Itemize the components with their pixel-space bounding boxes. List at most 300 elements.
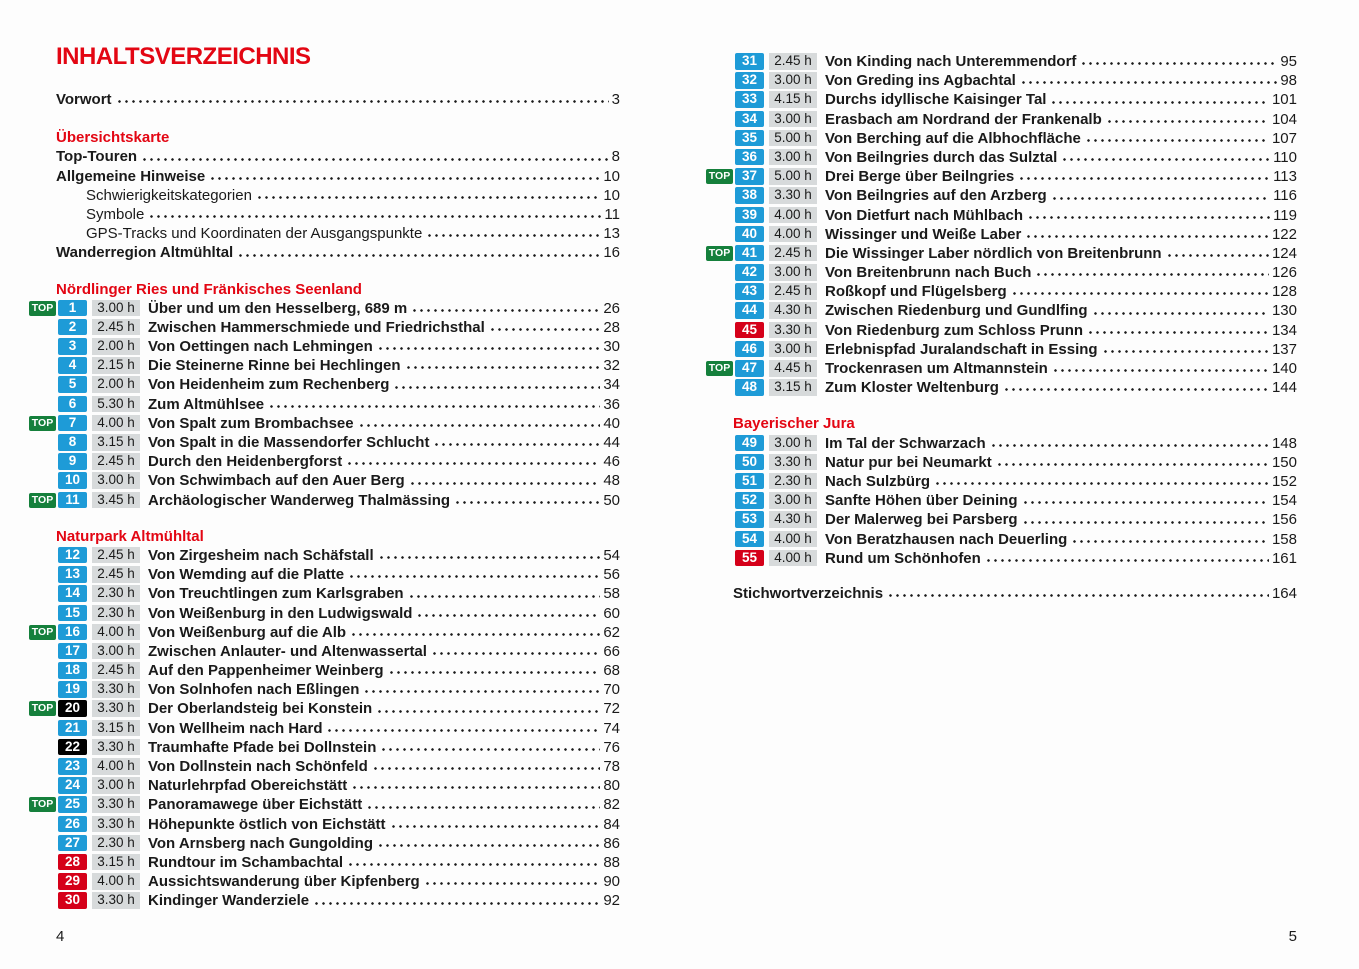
top-badge-empty	[29, 663, 56, 678]
tour-page-number: 137	[1271, 340, 1297, 358]
tour-duration: 3.30 h	[92, 816, 140, 833]
tour-number-badge: 49	[735, 435, 764, 452]
tour-row	[29, 375, 620, 394]
tour-title: Zum Altmühlsee	[148, 395, 265, 413]
tour-duration: 4.00 h	[92, 415, 140, 432]
top-badge-empty	[706, 284, 733, 299]
top-badge-empty	[29, 358, 56, 373]
dot-leader	[1106, 118, 1269, 125]
toc-entry	[29, 243, 620, 262]
entry-page-number: 10	[603, 167, 620, 185]
top-badge: TOP	[29, 625, 56, 640]
tour-number-badge: 44	[735, 302, 764, 319]
dot-leader	[1080, 60, 1277, 67]
tour-row	[706, 186, 1297, 205]
left-page-number: 4	[56, 928, 65, 945]
tour-duration: 3.30 h	[92, 681, 140, 698]
tour-row	[706, 378, 1297, 397]
entry-label: Symbole	[86, 205, 145, 223]
tour-title: Von Kinding nach Unteremmendorf	[825, 53, 1077, 70]
tour-title: Durch den Heidenbergforst	[148, 453, 343, 471]
tour-duration: 3.45 h	[92, 492, 140, 509]
top-badge-empty	[706, 131, 733, 146]
tour-title: Kindinger Wanderziele	[148, 892, 310, 910]
tour-row	[706, 148, 1297, 167]
tour-duration: 3.00 h	[92, 643, 140, 660]
tour-title: Von Berching auf die Albhochfläche	[825, 129, 1081, 147]
top-badge-empty	[706, 54, 733, 69]
tour-number-badge: 24	[58, 777, 87, 794]
tour-title: Naturlehrpfad Obereichstätt	[148, 777, 348, 795]
tour-page-number: 148	[1271, 434, 1297, 452]
dot-leader	[116, 98, 609, 105]
tour-title: Der Oberlandsteig bei Konstein	[148, 700, 373, 718]
tour-number-badge: 45	[735, 322, 764, 339]
tour-duration: 3.00 h	[769, 149, 817, 166]
tour-title: Von Heidenheim zum Rechenberg	[148, 376, 390, 394]
top-badge-empty	[706, 188, 733, 203]
tour-page-number: 122	[1271, 225, 1297, 243]
dot-leader	[366, 804, 600, 811]
tour-title: Von Arnsberg nach Gungolding	[148, 834, 373, 852]
tour-title: Die Steinerne Rinne bei Hechlingen	[148, 357, 401, 375]
dot-leader	[1050, 99, 1269, 106]
tour-row	[29, 604, 620, 623]
tour-page-number: 76	[603, 738, 620, 756]
top-badge: TOP	[706, 246, 733, 261]
top-badge-empty	[706, 551, 733, 566]
tour-duration: 2.00 h	[92, 338, 140, 355]
top-badge-empty	[29, 778, 56, 793]
tour-number-badge: 43	[735, 283, 764, 300]
tour-page-number: 66	[603, 642, 620, 660]
tour-page-number: 62	[603, 623, 620, 641]
tour-title: Von Schwimbach auf den Auer Berg	[148, 472, 405, 490]
tour-title: Durchs idyllische Kaisinger Tal	[825, 91, 1047, 109]
dot-leader	[1020, 79, 1277, 86]
tour-duration: 3.30 h	[769, 322, 817, 339]
dot-leader	[380, 746, 600, 753]
tour-number-badge: 52	[735, 492, 764, 509]
top-badge-empty	[29, 473, 56, 488]
entry-page-number: 13	[603, 225, 620, 243]
top-badge-empty	[29, 339, 56, 354]
tour-row	[29, 738, 620, 757]
tour-duration: 4.00 h	[769, 207, 817, 224]
entry-page-number: 10	[603, 186, 620, 204]
tour-number-badge: 39	[735, 207, 764, 224]
top-badge: TOP	[29, 493, 56, 508]
dot-leader	[1071, 538, 1269, 545]
tour-duration: 4.00 h	[769, 531, 817, 548]
dot-leader	[1022, 519, 1269, 526]
tour-page-number: 161	[1271, 549, 1297, 567]
tour-number-badge: 21	[58, 720, 87, 737]
tour-row	[706, 321, 1297, 340]
tour-page-number: 28	[603, 318, 620, 336]
tour-number-badge: 47	[735, 360, 764, 377]
top-badge-empty	[29, 740, 56, 755]
tour-number-badge: 36	[735, 149, 764, 166]
tour-number-badge: 6	[58, 396, 87, 413]
tour-page-number: 72	[603, 700, 620, 718]
tour-title: Zwischen Riedenburg und Gundlfing	[825, 302, 1088, 320]
left-page-blocks	[29, 90, 620, 911]
tour-title: Natur pur bei Neumarkt	[825, 453, 992, 471]
entry-label: Wanderregion Altmühltal	[56, 244, 234, 262]
tour-page-number: 156	[1271, 511, 1297, 529]
top-badge-empty	[706, 112, 733, 127]
tour-title: Von Spalt in die Massendorfer Schlucht	[148, 434, 430, 451]
tour-duration: 3.00 h	[769, 111, 817, 128]
tour-duration: 4.30 h	[769, 302, 817, 319]
top-badge-empty	[29, 644, 56, 659]
tour-page-number: 124	[1271, 244, 1297, 262]
entry-page-number: 164	[1271, 584, 1297, 602]
tour-row	[29, 661, 620, 680]
entry-label: Top-Touren	[56, 148, 138, 166]
tour-title: Im Tal der Schwarzach	[825, 434, 986, 452]
tour-number-badge: 16	[58, 624, 87, 641]
top-badge-empty	[706, 265, 733, 280]
tour-row	[706, 530, 1297, 549]
tour-title: Von Solnhofen nach Eßlingen	[148, 681, 360, 699]
tour-row	[706, 434, 1297, 453]
top-badge-empty	[706, 227, 733, 242]
tour-row	[706, 225, 1297, 244]
tour-row	[29, 452, 620, 471]
tour-duration: 4.00 h	[92, 624, 140, 641]
tour-number-badge: 12	[58, 547, 87, 564]
entry-page-number: 11	[604, 205, 620, 223]
tour-number-badge: 42	[735, 264, 764, 281]
tour-number-badge: 8	[58, 434, 87, 451]
tour-duration: 3.30 h	[769, 454, 817, 471]
tour-number-badge: 7	[58, 415, 87, 432]
toc-entry	[706, 584, 1297, 603]
tour-row	[29, 757, 620, 776]
tour-title: Erasbach am Nordrand der Frankenalb	[825, 110, 1102, 128]
top-badge: TOP	[706, 169, 733, 184]
tour-page-number: 107	[1271, 129, 1297, 147]
top-badge: TOP	[29, 416, 56, 431]
toc-block	[706, 584, 1297, 603]
tour-row	[29, 471, 620, 490]
dot-leader	[209, 175, 600, 182]
tour-row	[29, 776, 620, 795]
tour-title: Der Malerweg bei Parsberg	[825, 511, 1018, 529]
tour-page-number: 54	[603, 546, 620, 564]
top-badge-empty	[29, 721, 56, 736]
dot-leader	[1011, 290, 1269, 297]
tour-duration: 5.30 h	[92, 396, 140, 413]
tour-page-number: 26	[603, 299, 620, 317]
top-badge-empty	[29, 817, 56, 832]
tour-page-number: 101	[1271, 91, 1297, 109]
tour-title: Zum Kloster Weltenburg	[825, 379, 999, 397]
top-badge-empty	[706, 150, 733, 165]
tour-duration: 5.00 h	[769, 168, 817, 185]
tour-row	[29, 795, 620, 814]
tour-title: Von Weißenburg auf die Alb	[148, 623, 347, 641]
top-badge-empty	[29, 759, 56, 774]
dot-leader	[377, 345, 601, 352]
tour-number-badge: 50	[735, 454, 764, 471]
tour-title: Von Beilngries auf den Arzberg	[825, 187, 1047, 205]
tour-title: Von Wellheim nach Hard	[148, 719, 323, 737]
top-badge-empty	[29, 586, 56, 601]
top-badge-empty	[29, 874, 56, 889]
tour-number-badge: 35	[735, 130, 764, 147]
toc-left-page	[29, 0, 620, 911]
dot-leader	[1018, 175, 1270, 182]
dot-leader	[390, 823, 601, 830]
tour-row	[29, 872, 620, 891]
top-badge-empty	[706, 303, 733, 318]
tour-number-badge: 38	[735, 187, 764, 204]
tour-duration: 3.15 h	[769, 379, 817, 396]
dot-leader	[1027, 214, 1270, 221]
tour-row	[706, 453, 1297, 472]
tour-page-number: 130	[1271, 302, 1297, 320]
dot-leader	[350, 631, 600, 638]
tour-number-badge: 29	[58, 873, 87, 890]
tour-row	[706, 510, 1297, 529]
dot-leader	[1166, 252, 1269, 259]
dot-leader	[377, 842, 600, 849]
tour-duration: 2.00 h	[92, 376, 140, 393]
tour-title: Archäologischer Wanderweg Thalmässing	[148, 491, 451, 509]
top-badge-empty	[29, 893, 56, 908]
toc-block	[29, 128, 620, 262]
tour-title: Von Breitenbrunn nach Buch	[825, 264, 1032, 282]
tour-page-number: 90	[603, 873, 620, 891]
tour-page-number: 92	[603, 892, 620, 910]
tour-row	[29, 719, 620, 738]
tour-number-badge: 48	[735, 379, 764, 396]
tour-row	[706, 263, 1297, 282]
dot-leader	[1085, 137, 1269, 144]
tour-duration: 2.45 h	[92, 662, 140, 679]
top-badge-empty	[29, 567, 56, 582]
tour-title: Von Oettingen nach Lehmingen	[148, 338, 373, 356]
tour-duration: 4.00 h	[92, 873, 140, 890]
tour-page-number: 110	[1273, 148, 1297, 166]
tour-title: Zwischen Anlauter- und Altenwassertal	[148, 642, 427, 660]
tour-row	[29, 491, 620, 510]
entry-page-number: 3	[611, 91, 620, 108]
tour-number-badge: 31	[735, 53, 764, 70]
tour-number-badge: 55	[735, 550, 764, 567]
top-badge-empty	[706, 455, 733, 470]
page-title: INHALTSVERZEICHNIS	[56, 43, 311, 70]
tour-duration: 3.15 h	[92, 854, 140, 871]
top-badge-empty	[706, 436, 733, 451]
tour-page-number: 80	[603, 777, 620, 795]
tour-number-badge: 14	[58, 585, 87, 602]
tour-number-badge: 1	[58, 300, 87, 317]
tour-number-badge: 32	[735, 72, 764, 89]
tour-number-badge: 25	[58, 796, 87, 813]
tour-duration: 2.45 h	[769, 283, 817, 300]
tour-title: Roßkopf und Flügelsberg	[825, 283, 1007, 301]
tour-duration: 2.45 h	[769, 245, 817, 262]
tour-row	[29, 891, 620, 910]
top-badge-empty	[706, 208, 733, 223]
dot-leader	[454, 499, 600, 506]
tour-row	[29, 337, 620, 356]
tour-page-number: 134	[1271, 321, 1297, 339]
dot-leader	[256, 194, 600, 201]
tour-title: Nach Sulzbürg	[825, 472, 931, 490]
dot-leader	[990, 442, 1269, 449]
tour-title: Panoramawege über Eichstätt	[148, 796, 363, 814]
right-page-blocks	[706, 52, 1297, 603]
tour-row	[706, 167, 1297, 186]
tour-page-number: 46	[603, 453, 620, 471]
tour-row	[29, 414, 620, 433]
tour-duration: 2.45 h	[769, 53, 817, 70]
tour-number-badge: 27	[58, 835, 87, 852]
tour-duration: 3.15 h	[92, 434, 140, 451]
tour-row	[706, 301, 1297, 320]
dot-leader	[326, 727, 600, 734]
dot-leader	[489, 326, 601, 333]
dot-leader	[426, 232, 600, 239]
dot-leader	[313, 900, 600, 907]
tour-title: Wissinger und Weiße Laber	[825, 225, 1022, 243]
tour-title: Höhepunkte östlich von Eichstätt	[148, 815, 386, 833]
top-badge: TOP	[706, 361, 733, 376]
dot-leader	[408, 593, 601, 600]
tour-title: Drei Berge über Beilngries	[825, 168, 1015, 186]
entry-label: Allgemeine Hinweise	[56, 167, 206, 185]
tour-number-badge: 17	[58, 643, 87, 660]
tour-page-number: 128	[1271, 283, 1297, 301]
tour-number-badge: 26	[58, 816, 87, 833]
dot-leader	[237, 252, 600, 259]
toc-entry	[29, 205, 620, 224]
tour-page-number: 154	[1271, 492, 1297, 510]
top-badge-empty	[706, 73, 733, 88]
tour-page-number: 86	[603, 834, 620, 852]
toc-entry	[29, 186, 620, 205]
dot-leader	[1061, 156, 1270, 163]
tour-number-badge: 41	[735, 245, 764, 262]
tour-row	[29, 299, 620, 318]
tour-duration: 3.30 h	[92, 739, 140, 756]
tour-duration: 3.00 h	[769, 341, 817, 358]
tour-title: Sanfte Höhen über Deining	[825, 492, 1018, 510]
top-badge: TOP	[29, 301, 56, 316]
toc-entry	[29, 147, 620, 166]
tour-row	[706, 282, 1297, 301]
toc-right-page	[706, 0, 1297, 603]
tour-title: Über und um den Hesselberg, 689 m	[148, 299, 408, 317]
tour-page-number: 88	[603, 853, 620, 871]
dot-leader	[1035, 271, 1269, 278]
dot-leader	[1025, 233, 1269, 240]
tour-duration: 2.30 h	[92, 605, 140, 622]
tour-row	[706, 472, 1297, 491]
dot-leader	[1003, 386, 1269, 393]
toc-block	[29, 90, 620, 109]
tour-page-number: 116	[1273, 187, 1297, 205]
tour-row	[29, 565, 620, 584]
toc-block	[706, 52, 1297, 397]
tour-page-number: 84	[603, 815, 620, 833]
tour-number-badge: 23	[58, 758, 87, 775]
tour-duration: 4.00 h	[92, 758, 140, 775]
tour-row	[706, 129, 1297, 148]
tour-page-number: 56	[603, 566, 620, 584]
tour-page-number: 36	[603, 395, 620, 413]
tour-number-badge: 10	[58, 472, 87, 489]
top-badge-empty	[29, 397, 56, 412]
top-badge-empty	[706, 92, 733, 107]
dot-leader	[996, 461, 1269, 468]
tour-duration: 2.45 h	[92, 453, 140, 470]
top-badge-empty	[706, 342, 733, 357]
tour-number-badge: 5	[58, 376, 87, 393]
tour-page-number: 140	[1271, 360, 1297, 377]
dot-leader	[358, 422, 601, 429]
tour-number-badge: 11	[58, 492, 87, 509]
tour-page-number: 113	[1273, 168, 1297, 186]
dot-leader	[363, 688, 600, 695]
tour-duration: 2.30 h	[92, 585, 140, 602]
tour-number-badge: 46	[735, 341, 764, 358]
tour-duration: 2.30 h	[92, 835, 140, 852]
tour-title: Erlebnispfad Juralandschaft in Essing	[825, 340, 1098, 358]
tour-number-badge: 33	[735, 91, 764, 108]
dot-leader	[141, 156, 609, 163]
toc-block	[29, 280, 620, 510]
dot-leader	[378, 554, 601, 561]
dot-leader	[268, 403, 600, 410]
dot-leader	[1052, 367, 1269, 374]
tour-duration: 3.30 h	[92, 700, 140, 717]
tour-row	[29, 584, 620, 603]
top-badge: TOP	[29, 701, 56, 716]
tour-title: Von Beratzhausen nach Deuerling	[825, 530, 1068, 548]
tour-page-number: 50	[603, 491, 620, 509]
tour-page-number: 152	[1271, 472, 1297, 490]
top-badge-empty	[29, 855, 56, 870]
dot-leader	[985, 557, 1269, 564]
dot-leader	[1051, 195, 1270, 202]
tour-page-number: 126	[1271, 264, 1297, 282]
tour-duration: 2.45 h	[92, 547, 140, 564]
dot-leader	[347, 861, 600, 868]
tour-row	[706, 244, 1297, 263]
tour-page-number: 78	[603, 758, 620, 775]
dot-leader	[1087, 329, 1269, 336]
tour-number-badge: 40	[735, 226, 764, 243]
tour-duration: 4.15 h	[769, 91, 817, 108]
top-badge-empty	[29, 377, 56, 392]
tour-duration: 3.00 h	[769, 72, 817, 89]
tour-title: Von Treuchtlingen zum Karlsgraben	[148, 585, 404, 603]
top-badge-empty	[29, 606, 56, 621]
dot-leader	[1022, 499, 1269, 506]
tour-row	[706, 90, 1297, 109]
tour-row	[29, 546, 620, 565]
tour-row	[706, 359, 1297, 378]
tour-title: Von Zirgesheim nach Schäfstall	[148, 546, 374, 564]
tour-number-badge: 54	[735, 531, 764, 548]
tour-row	[29, 318, 620, 337]
